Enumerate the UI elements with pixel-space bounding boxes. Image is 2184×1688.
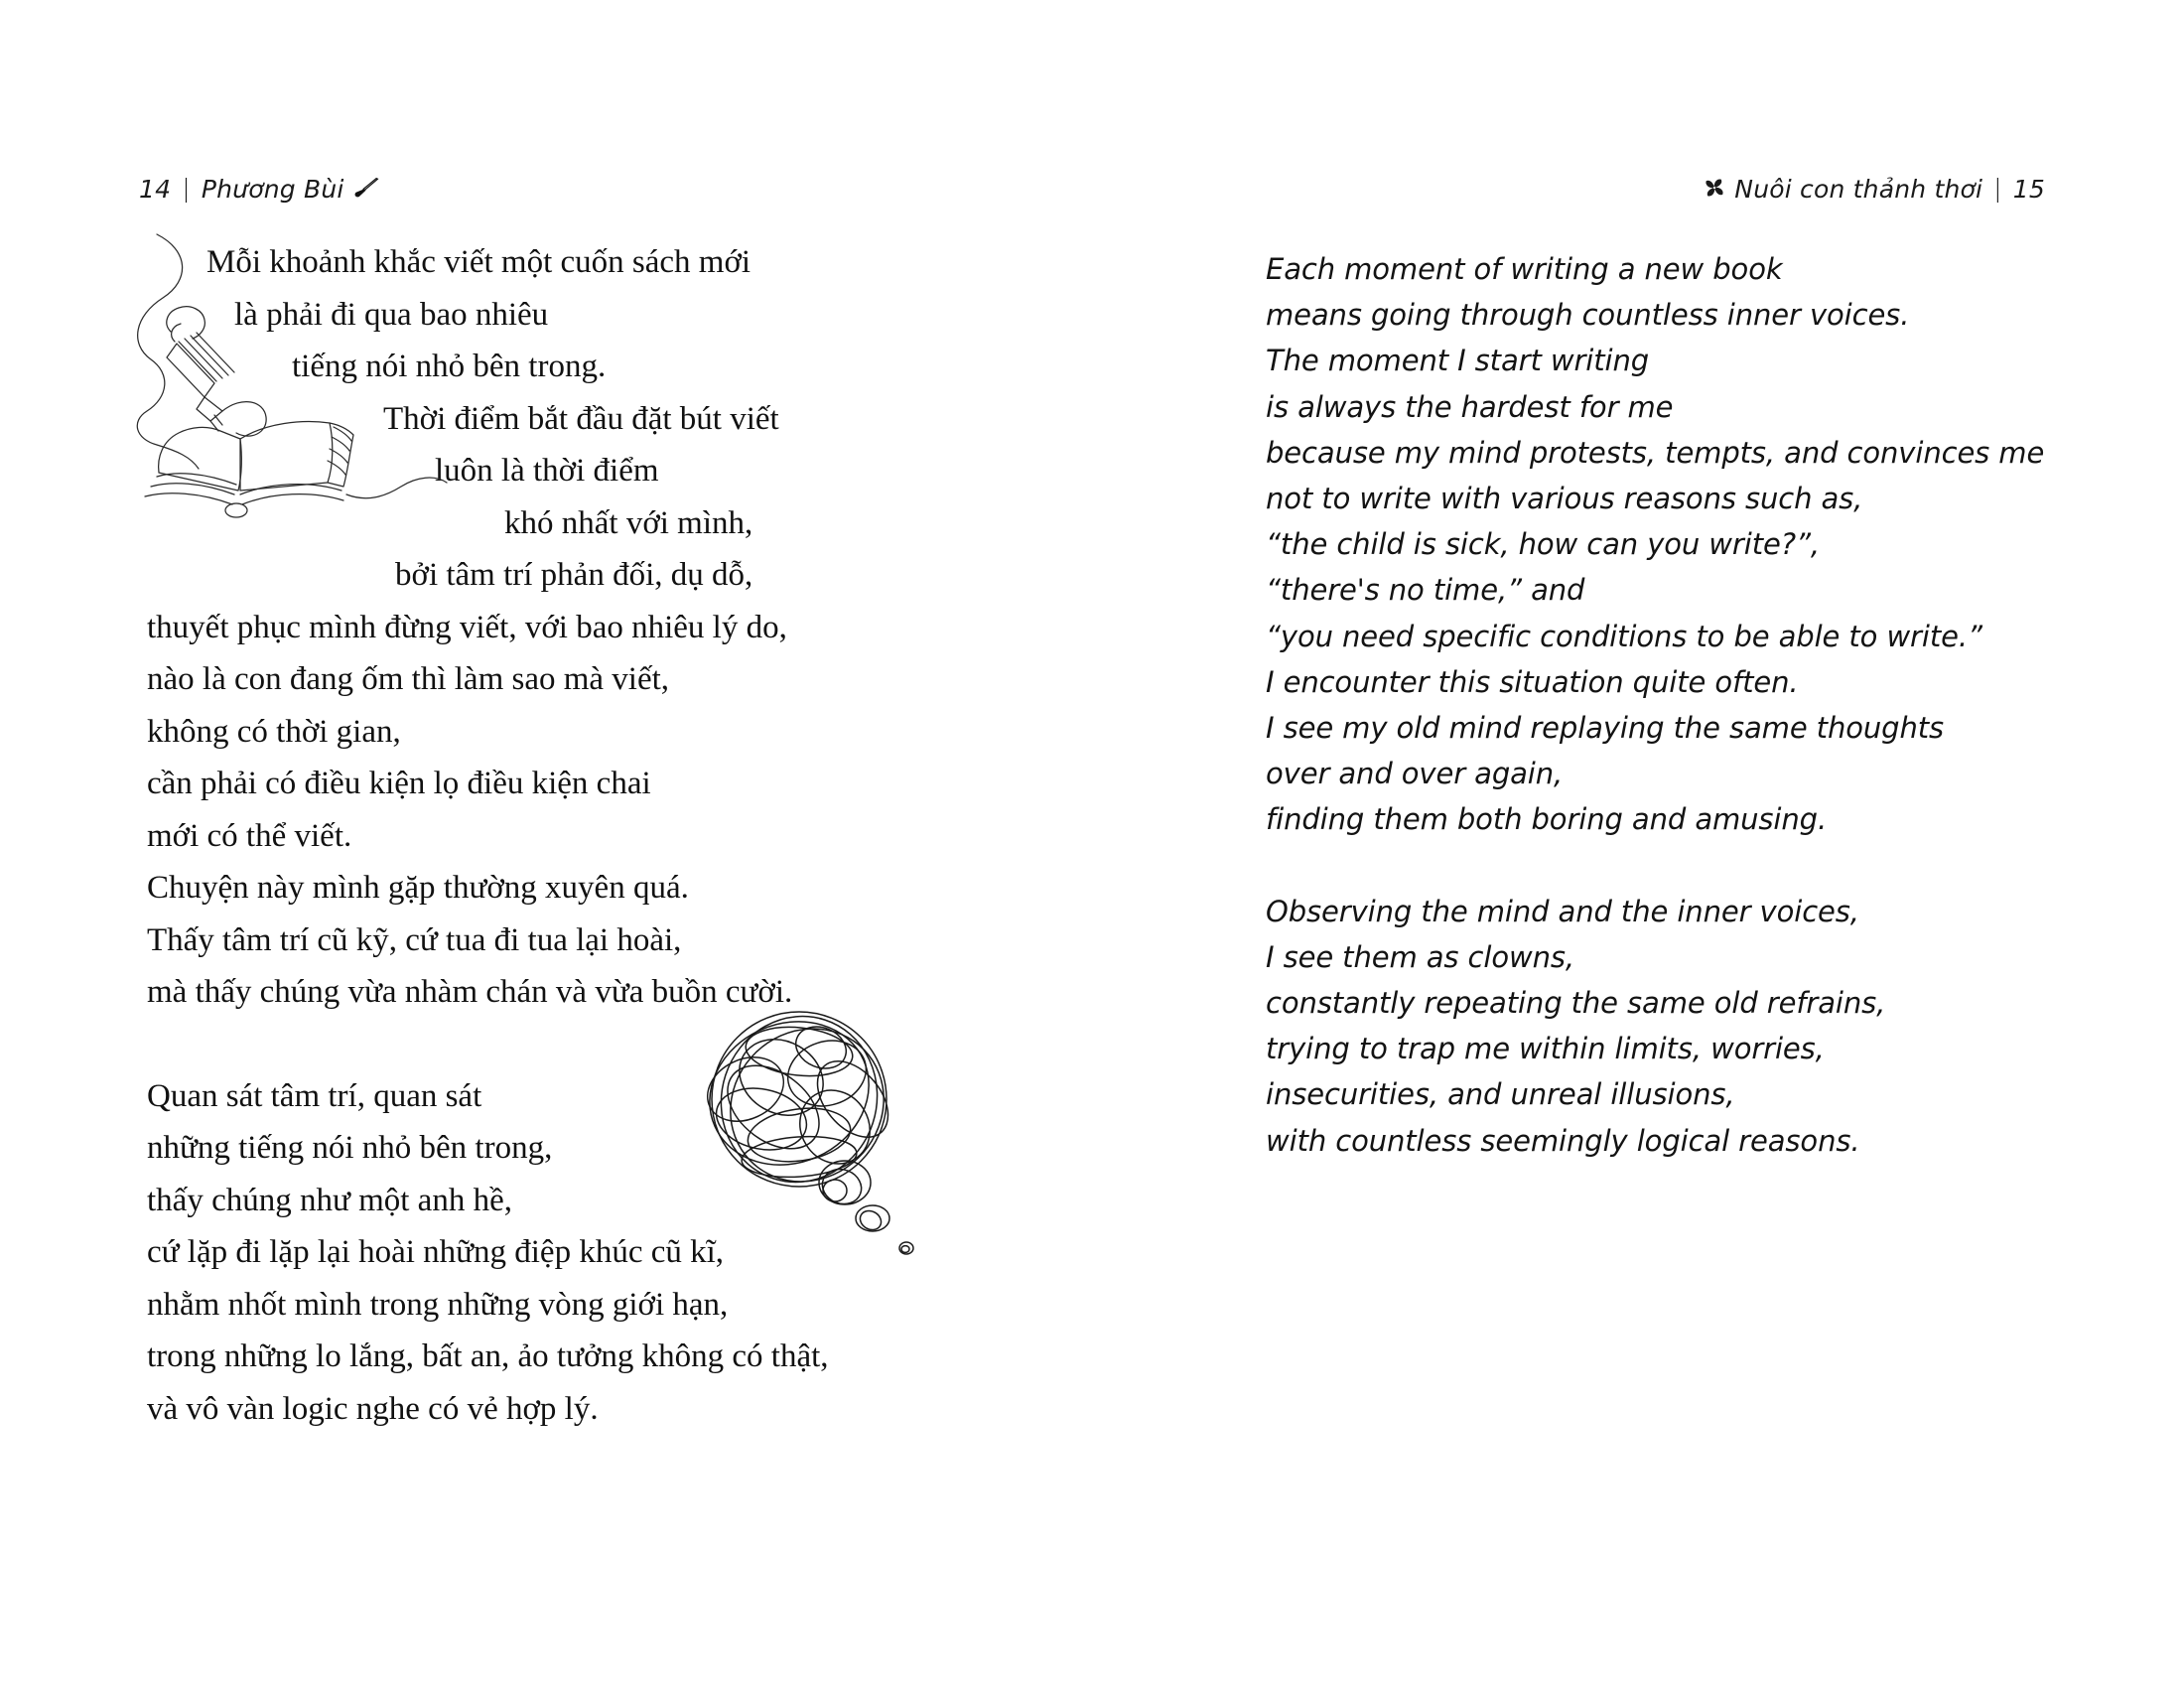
- poem-line: Thời điểm bắt đầu đặt bút viết: [383, 400, 779, 437]
- poem-line: means going through countless inner voices.: [1266, 298, 1910, 333]
- english-stanza: [1266, 889, 2090, 1164]
- english-stanza: [1266, 246, 2090, 843]
- poem-line: không có thời gian,: [147, 713, 401, 750]
- poem-line: là phải đi qua bao nhiêu: [234, 296, 549, 333]
- author-name: Phương Bùi: [201, 175, 344, 204]
- poem-line: “the child is sick, how can you write?”,: [1266, 527, 1821, 562]
- english-translation: [1266, 246, 2090, 1164]
- poem-line: thấy chúng như một anh hề,: [147, 1182, 512, 1218]
- poem-line: over and over again,: [1266, 757, 1564, 791]
- poem-line: constantly repeating the same old refrains,: [1266, 986, 1886, 1021]
- book-title: Nuôi con thảnh thơi: [1734, 175, 1983, 204]
- poem-line: luôn là thời điểm: [435, 453, 659, 489]
- poem-line: Mỗi khoảnh khắc viết một cuốn sách mới: [206, 244, 751, 280]
- poem-line: những tiếng nói nhỏ bên trong,: [147, 1130, 553, 1166]
- poem-line: Thấy tâm trí cũ kỹ, cứ tua đi tua lại hoài,: [147, 921, 682, 958]
- stanza-gap: [1266, 843, 2090, 889]
- running-head-left: [139, 175, 379, 204]
- poem-line: tiếng nói nhỏ bên trong.: [292, 349, 607, 384]
- poem-line: trying to trap me within limits, worries,: [1266, 1032, 1825, 1066]
- poem-line: mà thấy chúng vừa nhàm chán và vừa buồn cười.: [147, 974, 793, 1010]
- poem-line: nhằm nhốt mình trong những vòng giới hạn,: [147, 1286, 729, 1323]
- pencil-writing-on-open-book-line-art: [119, 226, 447, 554]
- poem-line: Observing the mind and the inner voices,: [1266, 894, 1859, 928]
- poem-line: và vô vàn logic nghe có vẻ hợp lý.: [147, 1390, 599, 1427]
- poem-line: I see my old mind replaying the same thoughts: [1266, 711, 1945, 746]
- scribbled-thought-bubble-small: [650, 1008, 948, 1286]
- page-number-left: 14: [139, 175, 172, 204]
- poem-line: I see them as clowns,: [1266, 939, 1575, 974]
- poem-line: is always the hardest for me: [1266, 389, 1674, 424]
- poem-line: nào là con đang ốm thì làm sao mà viết,: [147, 661, 670, 697]
- page-number-right: 15: [2012, 175, 2045, 204]
- poem-line: The moment I start writing: [1266, 344, 1650, 378]
- poem-line: mới có thể viết.: [147, 817, 352, 854]
- poem-line: “there's no time,” and: [1266, 573, 1585, 608]
- running-head-separator-left: |: [182, 174, 191, 203]
- poem-line: I encounter this situation quite often.: [1266, 664, 1799, 699]
- poem-line: bởi tâm trí phản đối, dụ dỗ,: [395, 557, 753, 593]
- paintbrush-icon: [353, 177, 379, 202]
- poem-line: trong những lo lắng, bất an, ảo tưởng không có thật,: [147, 1338, 829, 1374]
- poem-line: finding them both boring and amusing.: [1266, 802, 1828, 837]
- poem-line: not to write with various reasons such as,: [1266, 482, 1863, 516]
- poem-line: with countless seemingly logical reasons.: [1266, 1123, 1860, 1158]
- poem-line: Chuyện này mình gặp thường xuyên quá.: [147, 870, 689, 906]
- poem-line: because my mind protests, tempts, and convinces me: [1266, 435, 2045, 470]
- poem-line: khó nhất với mình,: [504, 504, 753, 541]
- poem-line: Each moment of writing a new book: [1266, 252, 1783, 286]
- poem-line: Quan sát tâm trí, quan sát: [147, 1077, 482, 1114]
- recto-page: [1092, 0, 2184, 1688]
- running-head-separator-right: |: [1993, 174, 2002, 203]
- running-head-right: [1704, 175, 2045, 204]
- pinwheel-icon: [1704, 177, 1725, 203]
- poem-line: “you need specific conditions to be able to write.”: [1266, 619, 1982, 653]
- poem-line: cần phải có điều kiện lọ điều kiện chai: [147, 766, 651, 801]
- poem-line: thuyết phục mình đừng viết, với bao nhiêu lý do,: [147, 609, 787, 645]
- poem-line: insecurities, and unreal illusions,: [1266, 1077, 1735, 1112]
- poem-line: cứ lặp đi lặp lại hoài những điệp khúc cũ kĩ,: [147, 1234, 725, 1270]
